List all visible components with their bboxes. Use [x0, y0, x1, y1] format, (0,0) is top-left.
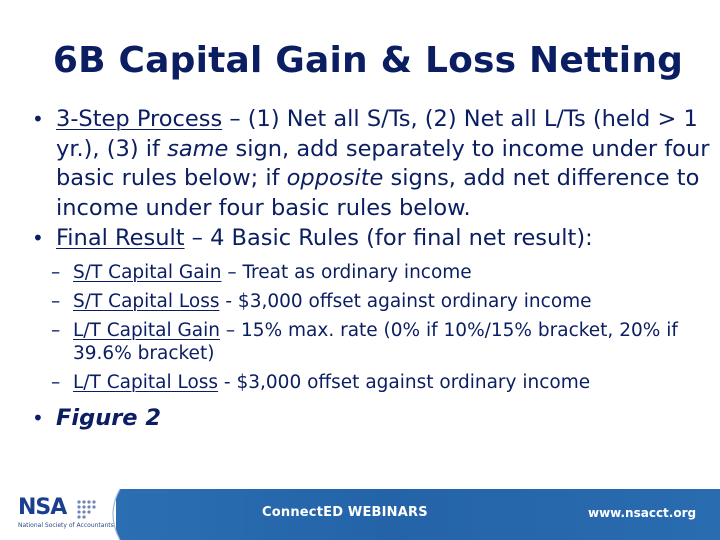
bullet-final-result — [28, 224, 710, 254]
sub-bullet-list — [28, 261, 710, 394]
bullet-text: – 4 Basic Rules (for final net result): — [184, 225, 593, 251]
bullet-icon: • — [32, 405, 44, 430]
sub-bullet-text: – Treat as ordinary income — [221, 261, 472, 283]
sub-bullet-text: - $3,000 offset against ordinary income — [219, 290, 592, 312]
logo-text: NSA — [18, 495, 67, 520]
sub-bullet-label: L/T Capital Loss — [73, 371, 219, 393]
bullet-3-step-process — [28, 105, 710, 223]
dash-icon: – — [51, 319, 61, 341]
dash-icon: – — [51, 371, 61, 393]
webinars-label: ConnectED WEBINARS — [262, 505, 428, 520]
dash-icon: – — [51, 290, 61, 312]
bullet-text: sign, add separately to income under four basic rules below; if — [56, 135, 710, 191]
bullet-text: signs, add net difference to income under four basic rules below. — [56, 165, 700, 221]
sub-bullet-text: - $3,000 offset against ordinary income — [218, 371, 591, 393]
sub-bullet-label: S/T Capital Loss — [73, 290, 220, 312]
website-link[interactable]: www.nsacct.org — [588, 506, 697, 520]
bullet-text: – (1) Net all S/Ts, (2) Net all L/Ts (held > 1 yr.), (3) if — [56, 106, 698, 162]
bullet-icon: • — [32, 107, 44, 131]
slide-content — [28, 105, 710, 433]
footer-curve — [100, 489, 160, 540]
logo-dots-icon — [76, 499, 100, 519]
sub-bullet-lt-loss — [28, 371, 710, 394]
bullet-label: Final Result — [56, 225, 185, 251]
sub-bullet-text: – 15% max. rate (0% if 10%/15% bracket, 20% if 39.6% bracket) — [73, 319, 678, 364]
sub-bullet-lt-gain — [28, 319, 710, 365]
emphasis-opposite: opposite — [286, 165, 384, 191]
logo-subtitle: National Society of Accountants — [18, 522, 114, 529]
slide-title: 6B Capital Gain & Loss Netting — [52, 40, 684, 81]
sub-bullet-st-gain — [28, 261, 710, 284]
emphasis-same: same — [167, 135, 229, 162]
footer-bar — [0, 489, 720, 540]
dash-icon: – — [51, 261, 61, 283]
sub-bullet-label: L/T Capital Gain — [73, 319, 221, 341]
bullet-label: 3-Step Process — [56, 106, 223, 132]
figure-label: Figure 2 — [56, 404, 162, 431]
bullet-icon: • — [32, 226, 44, 250]
sub-bullet-st-loss — [28, 290, 710, 313]
nsa-logo — [18, 495, 114, 533]
sub-bullet-label: S/T Capital Gain — [73, 261, 222, 283]
bullet-figure-2 — [28, 404, 710, 434]
